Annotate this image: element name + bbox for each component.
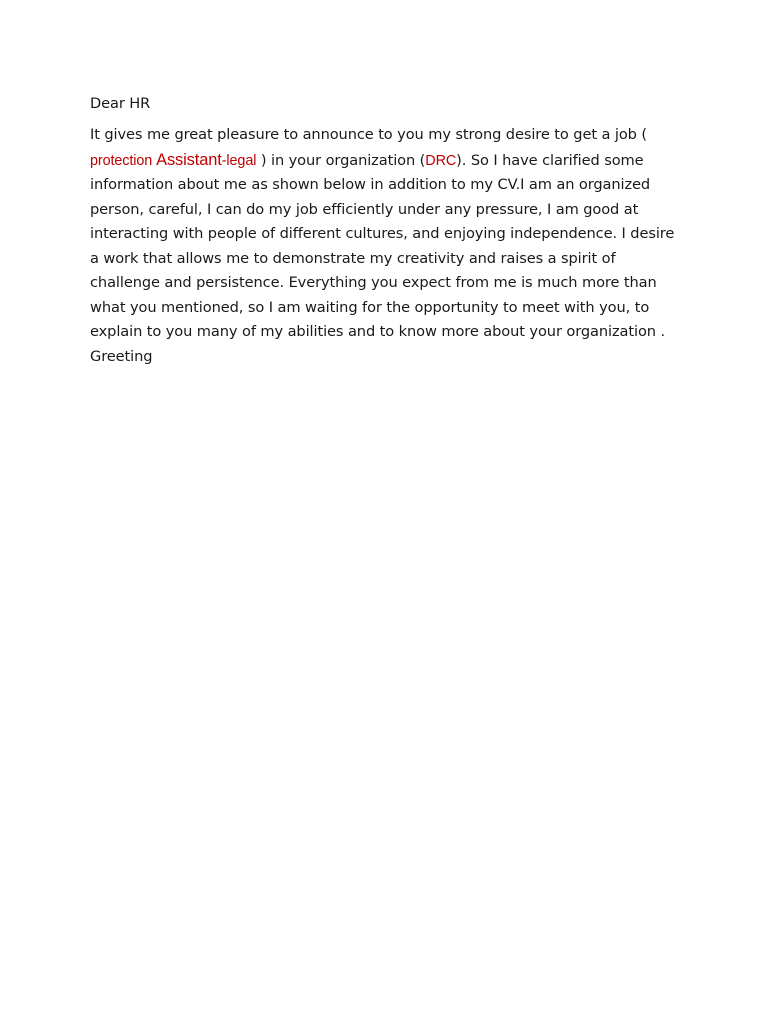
paragraph-line-5: interacting with people of different cultures, and enjoying independence. I desire: [90, 225, 675, 242]
paragraph-line-2: [90, 148, 690, 174]
paragraph-line-8: what you mentioned, so I am waiting for the opportunity to meet with you, to: [90, 298, 650, 316]
paragraph-line-4: person, careful, I can do my job efficiently under any pressure, I am good at: [90, 200, 639, 218]
organization-name: DRC: [425, 152, 457, 169]
paragraph-line-2-tail: ). So I have clarified some: [456, 151, 644, 169]
closing-greeting: Greeting: [90, 347, 153, 365]
paragraph-line-3: information about me as shown below in addition to my CV.I am an organized: [90, 176, 651, 193]
salutation: Dear HR: [90, 95, 151, 112]
letter-body: [90, 94, 690, 369]
paragraph-line-9: explain to you many of my abilities and to know more about your organization .: [90, 323, 666, 340]
letter-paragraph: [90, 123, 690, 369]
paragraph-line-7: challenge and persistence. Everything you expect from me is much more than: [90, 274, 657, 291]
paragraph-line-6: a work that allows me to demonstrate my creativity and raises a spirit of: [90, 249, 616, 267]
paragraph-line-2-text: ) in your organization (: [256, 151, 426, 169]
paragraph-line-1: It gives me great pleasure to announce to you my strong desire to get a job (: [90, 126, 647, 143]
job-title-part-assistant: Assistant: [156, 150, 222, 169]
job-title-part-legal: -legal: [221, 152, 257, 169]
job-title-part-protection: protection: [90, 152, 157, 169]
